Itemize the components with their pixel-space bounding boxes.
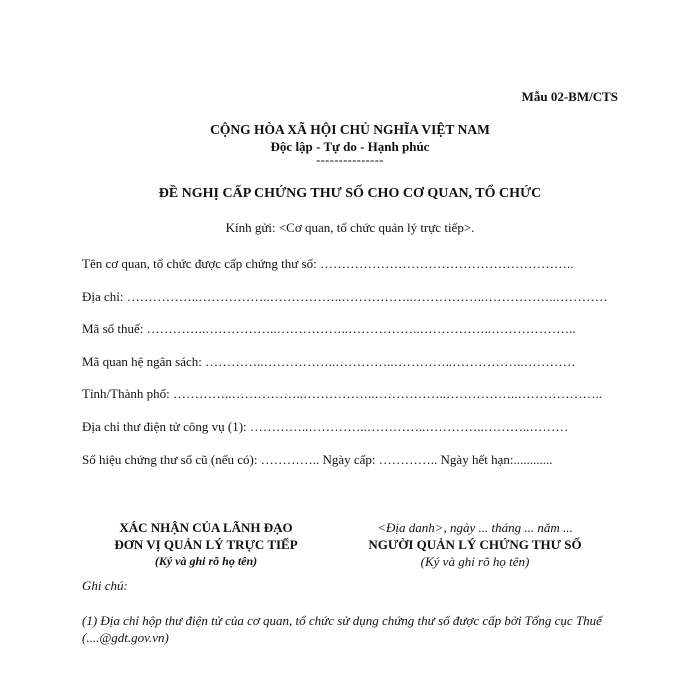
signature-manager-block <box>322 519 628 570</box>
field-official-email: Địa chỉ thư điện tử công vụ (1): …………..…………..…………..…………..………..……… <box>82 418 569 434</box>
field-budget-code: Mã quan hệ ngân sách: …………..……………..…………..…………..……………..………… <box>82 353 576 369</box>
national-motto: Độc lập - Tự do - Hạnh phúc <box>270 139 430 154</box>
national-title: CỘNG HÒA XÃ HỘI CHỦ NGHĨA VIỆT NAM <box>210 122 490 137</box>
signature-leader-instruction: (Ký và ghi rõ họ tên) <box>154 554 258 568</box>
field-tax-code: Mã số thuế: …………..……………..……………..……………..……………..……………….. <box>82 321 576 337</box>
header-divider: --------------- <box>316 153 384 167</box>
field-organization-name: Tên cơ quan, tổ chức được cấp chứng thư số: ………………………………………………….. <box>82 256 574 271</box>
field-province: Tỉnh/Thành phố: …………..……………..……………..……………..……………..……………….. <box>82 386 602 402</box>
field-old-certificate: Số hiệu chứng thư số cũ (nếu có): ………….. Ngày cấp: ………….. Ngày hết hạn:............ <box>82 451 553 467</box>
signature-leader-line1: XÁC NHẬN CỦA LÃNH ĐẠO <box>119 520 293 535</box>
note-item-1: (1) Địa chỉ hộp thư điện tử của cơ quan, tổ chức sử dụng chứng thư số được cấp bởi Tổng cục Thuế (....@gdt.gov.vn) <box>82 613 602 645</box>
signature-leader-line2: ĐƠN VỊ QUẢN LÝ TRỰC TIẾP <box>114 537 298 552</box>
signature-manager-title: NGƯỜI QUẢN LÝ CHỨNG THƯ SỐ <box>368 537 582 552</box>
signature-leader-block <box>72 519 340 570</box>
recipient-line: Kính gửi: <Cơ quan, tổ chức quản lý trực tiếp>. <box>225 220 475 235</box>
form-code: Mẫu 02-BM/CTS <box>521 89 618 104</box>
form-fields <box>82 256 622 484</box>
document-title: ĐỀ NGHỊ CẤP CHỨNG THƯ SỐ CHO CƠ QUAN, TỔ CHỨC <box>158 186 542 201</box>
signature-place-date: <Địa danh>, ngày ... tháng ... năm ... <box>377 520 573 535</box>
signature-manager-instruction: (Ký và ghi rõ họ tên) <box>420 554 530 569</box>
notes-label: Ghi chú: <box>82 578 128 593</box>
field-address: Địa chỉ: ……………..……………..……………..……………..……………..……………..………… <box>82 288 608 304</box>
